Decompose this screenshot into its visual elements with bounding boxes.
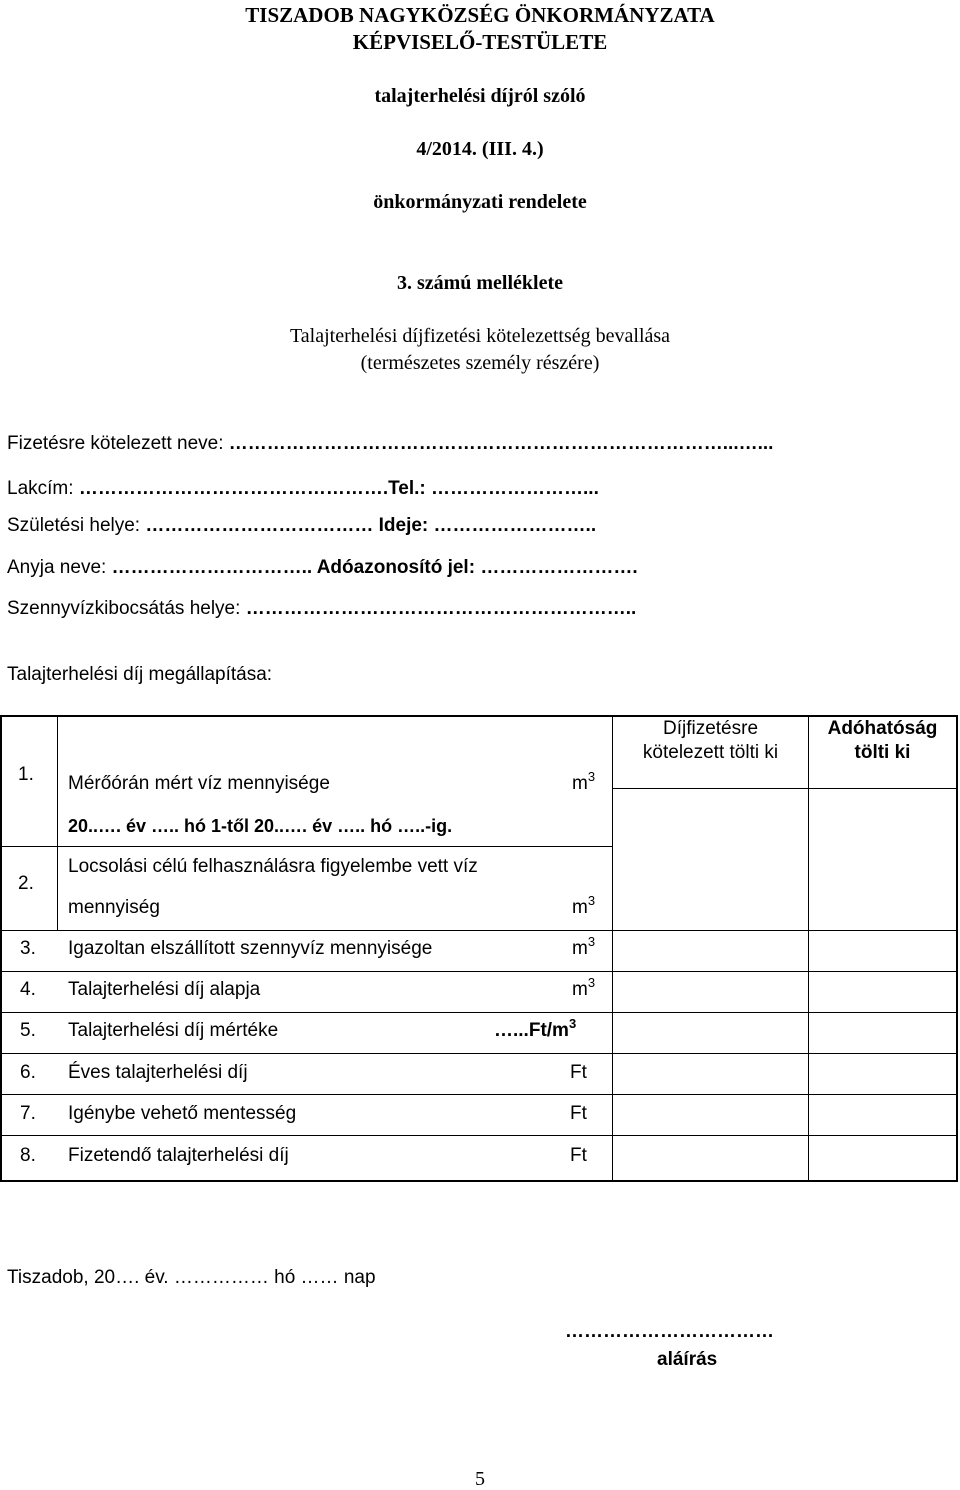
- page-number: 5: [475, 1468, 485, 1490]
- col-header-payer-line2: kötelezett tölti ki: [642, 742, 779, 763]
- decree-type: önkormányzati rendelete: [373, 191, 587, 213]
- field-mother-name-dots: ………………………….. Adóazonosító jel: …………………….: [111, 557, 638, 578]
- row-6-unit: Ft: [570, 1062, 587, 1083]
- row-3-text: Igazoltan elszállított szennyvíz mennyisége: [68, 938, 433, 959]
- row-8-text: Fizetendő talajterhelési díj: [68, 1145, 289, 1166]
- field-birthplace-dots: ……………………………… Ideje: ……………………..: [145, 515, 597, 536]
- row-1-period: 20..…. év ….. hó 1-től 20..…. év ….. hó …..-ig.: [68, 816, 453, 836]
- field-wastewater-place: [7, 599, 636, 618]
- header-title-line2: KÉPVISELŐ-TESTÜLETE: [352, 30, 608, 54]
- row-2-text: Locsolási célú felhasználásra figyelembe vett víz: [68, 856, 478, 877]
- row-5-number: 5.: [20, 1020, 36, 1041]
- row-7-number: 7.: [20, 1103, 36, 1124]
- section-title: Talajterhelési díj megállapítása:: [7, 664, 273, 685]
- row-1-text: Mérőórán mért víz mennyisége: [68, 773, 330, 794]
- row-4-text: Talajterhelési díj alapja: [68, 979, 261, 1000]
- field-payer-name-label: Fizetésre kötelezett neve:: [7, 433, 224, 454]
- col-header-payer: [612, 719, 809, 762]
- form-title: Talajterhelési díjfizetési kötelezettség bevallása: [289, 325, 671, 347]
- header-subtitle: talajterhelési díjról szóló: [374, 85, 586, 107]
- field-payer-name-dots: ……………………………………………………………………...…...: [228, 433, 774, 454]
- row-7-text: Igénybe vehető mentesség: [68, 1103, 297, 1124]
- row-4-unit: $m^3$: [572, 975, 596, 1000]
- row-7-unit: Ft: [570, 1103, 587, 1124]
- row-6-text: Éves talajterhelési díj: [68, 1062, 248, 1083]
- col-header-authority-line1: Adóhatóság: [827, 718, 938, 739]
- annex-number: 3. számú melléklete: [396, 272, 564, 294]
- signature-dots: ……………………………: [565, 1321, 774, 1342]
- field-wastewater-place-label: Szennyvízkibocsátás helye:: [7, 598, 241, 619]
- row-8-unit: Ft: [570, 1145, 587, 1166]
- field-birthplace: [7, 516, 596, 535]
- field-mother-name: [7, 558, 638, 577]
- field-address: [7, 479, 599, 498]
- row-1-unit: $m^3$: [572, 769, 596, 794]
- col-header-authority: [808, 719, 957, 762]
- row-4-number: 4.: [20, 979, 36, 1000]
- row-5-text: Talajterhelési díj mértéke: [68, 1020, 279, 1041]
- header-title-line1: TISZADOB NAGYKÖZSÉG ÖNKORMÁNYZATA: [245, 3, 715, 27]
- field-address-dots: ………………………………………….Tel.: ……………………...: [78, 478, 599, 499]
- field-payer-name: [7, 434, 773, 453]
- form-subtitle: (természetes személy részére): [360, 352, 600, 374]
- row-2-number: 2.: [18, 873, 34, 894]
- row-1-number: 1.: [18, 764, 34, 785]
- row-8-number: 8.: [20, 1145, 36, 1166]
- row-3-number: 3.: [20, 938, 36, 959]
- field-wastewater-place-dots: ……………………………………………………..: [245, 598, 637, 619]
- place-date-line: Tiszadob, 20…. év. …………… hó …… nap: [7, 1267, 376, 1288]
- decree-number: 4/2014. (III. 4.): [416, 138, 544, 160]
- col-header-payer-line1: Díjfizetésre: [662, 718, 759, 739]
- field-mother-name-label: Anyja neve:: [7, 557, 107, 578]
- row-2-unit: $m^3$: [572, 893, 596, 918]
- field-birthplace-label: Születési helye:: [7, 515, 141, 536]
- row-5-unit: $\dots...Ft/m^3$: [494, 1016, 577, 1041]
- signature-label: aláírás: [657, 1349, 718, 1370]
- row-3-unit: $m^3$: [572, 934, 596, 959]
- row-6-number: 6.: [20, 1062, 36, 1083]
- col-header-authority-line2: tölti ki: [854, 742, 911, 763]
- field-address-label: Lakcím:: [7, 478, 74, 499]
- row-2-subtext: mennyiség: [68, 897, 160, 918]
